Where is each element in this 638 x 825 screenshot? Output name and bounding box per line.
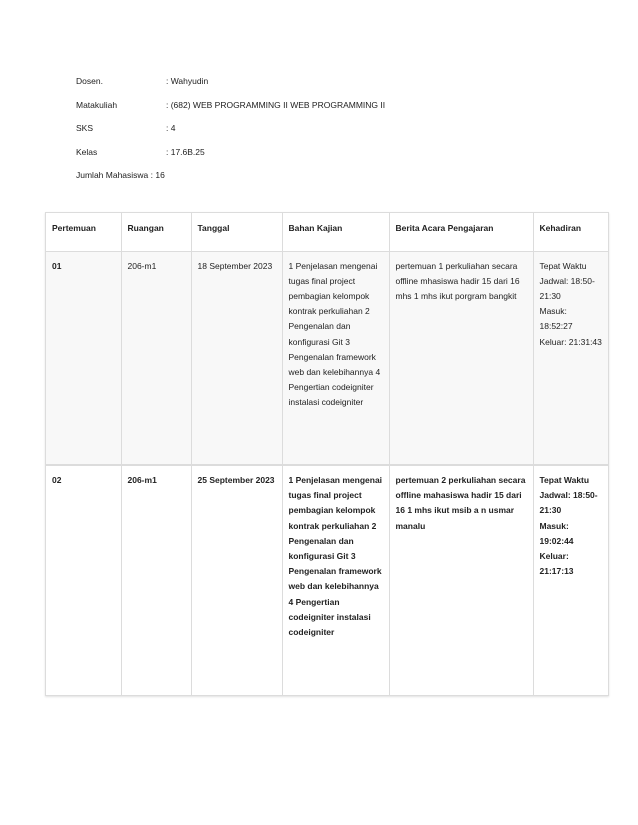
kehadiran-jadwal: Jadwal: 18:50-21:30: [539, 490, 598, 516]
info-row-matakuliah: [76, 100, 385, 124]
cell-kehadiran: [533, 465, 608, 695]
info-value: : 4: [166, 123, 176, 133]
kehadiran-status: Tepat Waktu: [539, 260, 587, 271]
cell-berita-acara: pertemuan 2 perkuliahan secara offline mahasiswa hadir 15 dari 16 1 mhs ikut msib a n usmar manalu: [389, 465, 533, 695]
cell-berita-acara: pertemuan 1 perkuliahan secara offline mhasiswa hadir 15 dari 16 mhs 1 mhs ikut porgram bangkit: [389, 251, 533, 465]
header-berita-acara: Berita Acara Pengajaran: [389, 213, 533, 251]
kehadiran-status: Tepat Waktu: [539, 475, 590, 485]
kehadiran-masuk: Masuk: 18:52:27: [539, 306, 573, 332]
cell-tanggal: 25 September 2023: [191, 465, 282, 695]
cell-pertemuan: 01: [46, 251, 121, 465]
course-info: [76, 76, 385, 194]
header-tanggal: Tanggal: [191, 213, 282, 251]
cell-tanggal: 18 September 2023: [191, 251, 282, 465]
info-value: : Wahyudin: [166, 76, 209, 86]
info-label: Kelas: [76, 146, 98, 157]
cell-ruangan: 206-m1: [121, 465, 191, 695]
info-row-kelas: [76, 147, 385, 171]
attendance-table: [46, 213, 608, 695]
info-label: Dosen.: [76, 76, 103, 86]
kehadiran-keluar: Keluar: 21:31:43: [539, 336, 602, 347]
header-kehadiran: Kehadiran: [533, 213, 608, 251]
table-header-row: [46, 213, 608, 251]
info-label: Matakuliah: [76, 99, 118, 110]
kehadiran-keluar: Keluar: 21:17:13: [539, 551, 574, 577]
info-label: SKS: [76, 123, 94, 133]
info-row-jumlah: [76, 170, 385, 194]
cell-bahan-kajian: 1 Penjelasan mengenai tugas final project pembagian kelompok kontrak perkuliahan 2 Pengenalan dan konfigurasi Git 3 Pengenalan framework web dan kelebihannya 4 Pengertian codeigniter instalasi codeigniter: [282, 251, 389, 465]
header-bahan-kajian: Bahan Kajian: [282, 213, 389, 251]
header-pertemuan: Pertemuan: [46, 213, 121, 251]
info-label: Jumlah Mahasiswa: [76, 170, 149, 180]
cell-pertemuan: 02: [46, 465, 121, 695]
info-row-dosen: [76, 76, 385, 100]
cell-ruangan: 206-m1: [121, 251, 191, 465]
info-value: : (682) WEB PROGRAMMING II WEB PROGRAMMING II: [166, 99, 386, 110]
table-row: [46, 465, 608, 695]
info-value: : 16: [148, 170, 165, 180]
table-row: [46, 251, 608, 465]
kehadiran-jadwal: Jadwal: 18:50-21:30: [539, 275, 595, 301]
kehadiran-masuk: Masuk: 19:02:44: [539, 520, 574, 546]
info-row-sks: [76, 123, 385, 147]
info-value: : 17.6B.25: [166, 146, 205, 157]
cell-bahan-kajian: 1 Penjelasan mengenai tugas final project pembagian kelompok kontrak perkuliahan 2 Pengenalan dan konfigurasi Git 3 Pengenalan framework web dan kelebihannya 4 Pengertian codeigniter instalasi codeigniter: [282, 465, 389, 695]
header-ruangan: Ruangan: [121, 213, 191, 251]
cell-kehadiran: [533, 251, 608, 465]
attendance-table-wrapper: [45, 212, 609, 696]
